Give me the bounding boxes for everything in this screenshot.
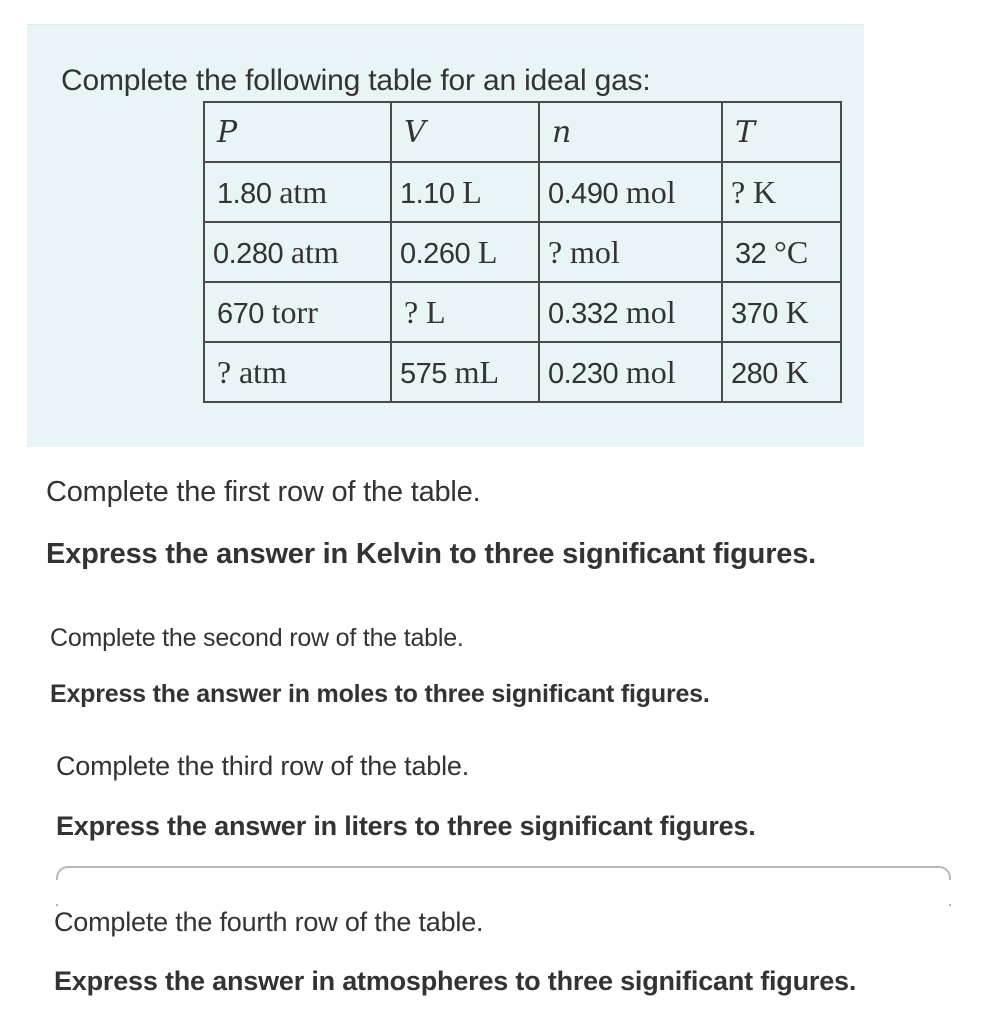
cell-temperature: ? K <box>722 162 841 222</box>
cell-volume: 0.260 L <box>391 222 539 282</box>
part-2-instruction: Complete the second row of the table. <box>50 624 464 652</box>
part-4-instruction: Complete the fourth row of the table. <box>54 907 484 937</box>
cell-pressure: 0.280 atm <box>204 222 391 282</box>
ideal-gas-table <box>203 101 842 403</box>
table-row <box>204 282 841 342</box>
part-3-instruction: Complete the third row of the table. <box>56 751 470 781</box>
part-1-instruction: Complete the first row of the table. <box>46 476 481 508</box>
table-header-row <box>204 102 841 162</box>
header-volume: V <box>391 102 539 162</box>
cell-volume: 1.10 L <box>391 162 539 222</box>
cell-temperature: 32 °C <box>722 222 841 282</box>
cell-moles: ? mol <box>539 222 722 282</box>
part-2-directive: Express the answer in moles to three significant figures. <box>50 680 710 708</box>
part-3-directive: Express the answer in liters to three significant figures. <box>56 811 756 841</box>
cell-moles: 0.332 mol <box>539 282 722 342</box>
problem-panel <box>27 24 864 447</box>
header-pressure: P <box>204 102 391 162</box>
part-1-directive: Express the answer in Kelvin to three significant figures. <box>46 538 816 570</box>
table-row <box>204 222 841 282</box>
cell-pressure: ? atm <box>204 342 391 402</box>
part-4-directive: Express the answer in atmospheres to three significant figures. <box>54 966 857 996</box>
cell-moles: 0.230 mol <box>539 342 722 402</box>
header-temperature: T <box>722 102 841 162</box>
cell-temperature: 280 K <box>722 342 841 402</box>
table-row <box>204 162 841 222</box>
cell-volume: 575 mL <box>391 342 539 402</box>
table-row <box>204 342 841 402</box>
cell-temperature: 370 K <box>722 282 841 342</box>
header-moles: n <box>539 102 722 162</box>
cell-pressure: 1.80 atm <box>204 162 391 222</box>
cell-pressure: 670 torr <box>204 282 391 342</box>
answer-box-cutoff <box>40 880 970 904</box>
problem-intro: Complete the following table for an ideal gas: <box>61 64 651 97</box>
cell-volume: ? L <box>391 282 539 342</box>
cell-moles: 0.490 mol <box>539 162 722 222</box>
